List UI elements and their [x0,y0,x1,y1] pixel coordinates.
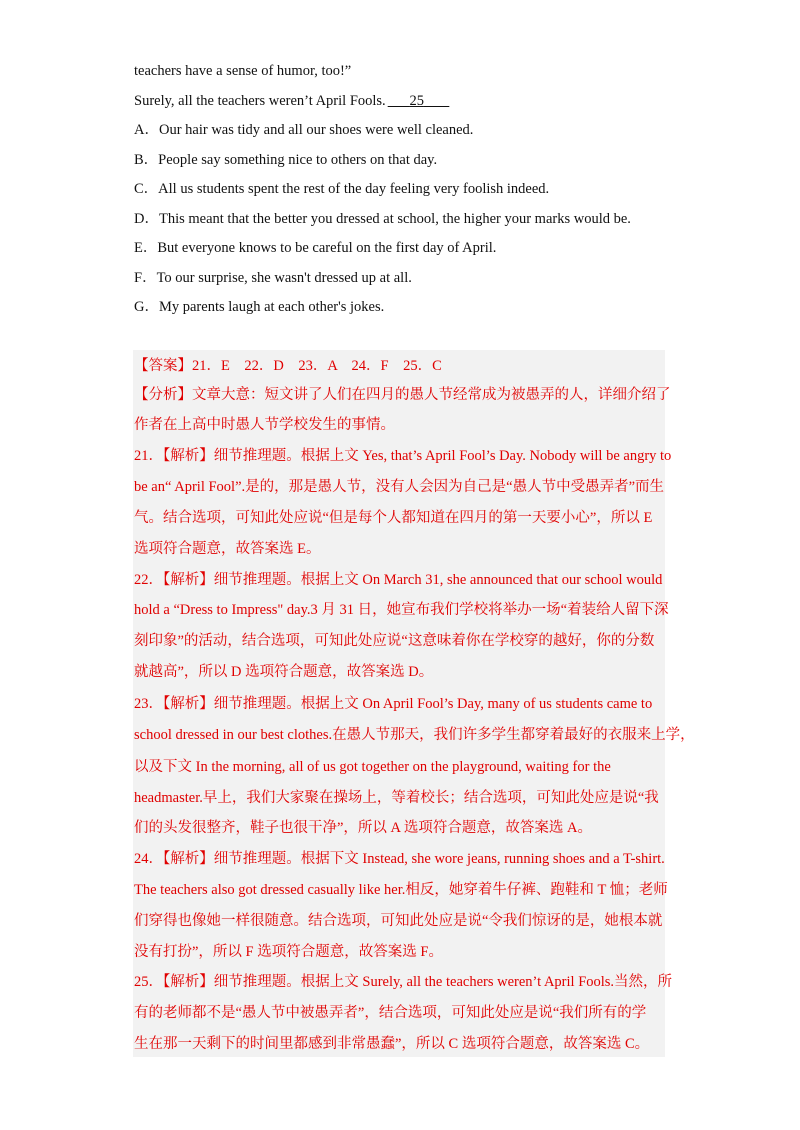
explanation-23-line-3: 以及下文 In the morning, all of us got together on the playground, waiting for the [134,759,611,775]
option-d: D．This meant that the better you dressed at school, the higher your marks would be. [134,211,631,227]
option-c: C．All us students spent the rest of the day feeling very foolish indeed. [134,181,550,197]
explanation-24-line-4: 没有打扮”，所以 F 选项符合题意，故答案选 F。 [134,944,443,960]
analysis-line-2: 作者在上高中时愚人节学校发生的事情。 [134,417,395,433]
explanation-24-line-1: 24．【解析】细节推理题。根据下文 Instead, she wore jeans, running shoes and a T-shirt. [134,851,665,867]
explanation-23-line-4: headmaster.早上，我们大家聚在操场上，等着校长；结合选项，可知此处应是说“我 [134,790,659,806]
gap-blank [386,92,452,110]
explanation-21-line-4: 选项符合题意，故答案选 E。 [134,541,321,557]
option-e: E．But everyone knows to be careful on the first day of April. [134,240,497,256]
explanation-23-line-1: 23．【解析】细节推理题。根据上文 On April Fool’s Day, many of us students came to [134,696,653,712]
option-f: F．To our surprise, she wasn't dressed up at all. [134,270,412,286]
option-b: B．People say something nice to others on that day. [134,152,438,168]
explanation-24-line-2: The teachers also got dressed casually like her.相反，她穿着牛仔裤、跑鞋和 T 恤；老师 [134,882,668,898]
explanation-22-line-2: hold a “Dress to Impress" day.3 月 31 日，她宣布我们学校将举办一场“着装给人留下深 [134,602,669,618]
explanation-25-line-2: 有的老师都不是“愚人节中被愚弄者”，结合选项，可知此处应是说“我们所有的学 [134,1005,647,1021]
explanation-22-line-3: 刻印象”的活动，结合选项，可知此处应说“这意味着你在学校穿的越好，你的分数 [134,633,655,649]
explanation-24-line-3: 们穿得也像她一样很随意。结合选项，可知此处应是说“令我们惊讶的是，她根本就 [134,913,663,929]
gap-line-text: Surely, all the teachers weren’t April Fools. [134,93,386,109]
explanation-22-line-1: 22．【解析】细节推理题。根据上文 On March 31, she announced that our school would [134,572,663,588]
explanation-25-line-3: 生在那一天剩下的时间里都感到非常愚蠢”，所以 C 选项符合题意，故答案选 C。 [134,1036,650,1052]
answer-key-line: 【答案】21．E 22．D 23．A 24．F 25．C [134,358,442,374]
explanation-25-line-1: 25．【解析】细节推理题。根据上文 Surely, all the teachers weren’t April Fools.当然，所 [134,974,673,990]
explanation-21-line-1: 21．【解析】细节推理题。根据上文 Yes, that’s April Fool’s Day. Nobody will be angry to [134,448,672,464]
explanation-21-line-2: be an“ April Fool”.是的，那是愚人节，没有人会因为自己是“愚人节中受愚弄者”而生 [134,479,665,495]
gap-line [134,92,451,110]
gap-number: 25 [409,93,424,109]
option-g: G．My parents laugh at each other's jokes. [134,299,385,315]
option-a: A．Our hair was tidy and all our shoes were well cleaned. [134,122,474,138]
passage-tail-line: teachers have a sense of humor, too!” [134,63,352,79]
explanation-23-line-5: 们的头发很整齐，鞋子也很干净”，所以 A 选项符合题意，故答案选 A。 [134,820,592,836]
explanation-21-line-3: 气。结合选项，可知此处应说“但是每个人都知道在四月的第一天要小心”，所以 E [134,510,653,526]
analysis-line-1: 【分析】文章大意：短文讲了人们在四月的愚人节经常成为被愚弄的人，详细介绍了 [134,387,671,403]
explanation-22-line-4: 就越高”，所以 D 选项符合题意，故答案选 D。 [134,664,434,680]
explanation-23-line-2: school dressed in our best clothes.在愚人节那天，我们许多学生都穿着最好的衣服来上学， [134,727,695,743]
